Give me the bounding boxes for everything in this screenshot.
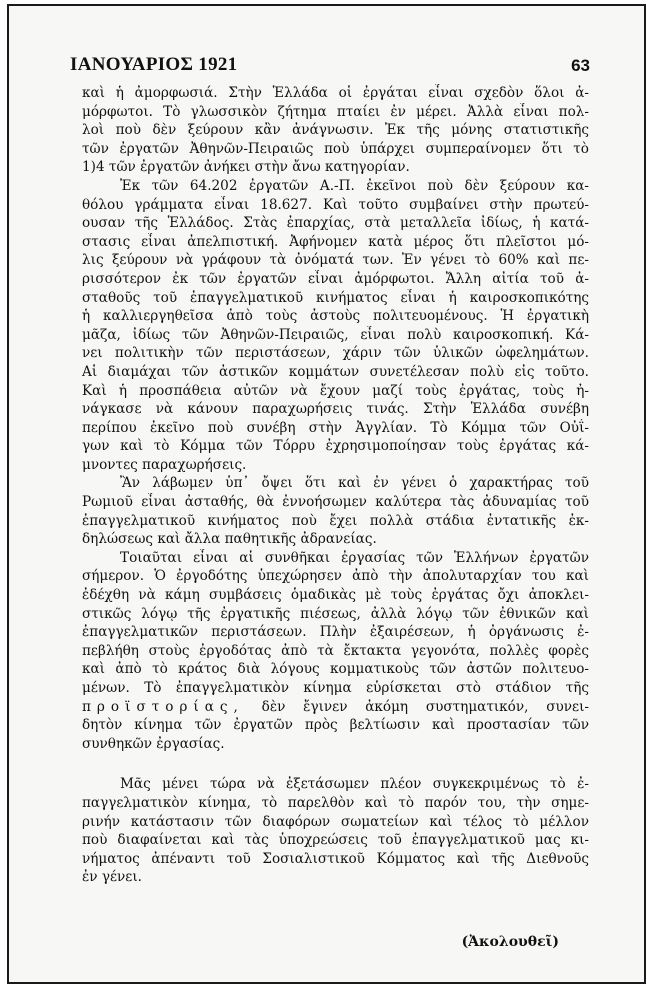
- paragraph-gap: [82, 753, 589, 775]
- text-line: θόλου γράμματα εἶναι 18.627. Καὶ τοῦτο συμβαίνει στὴν πρωτεύ-: [82, 196, 589, 213]
- text-line: νάγκασε νὰ κάνουν παραχωρήσεις τινάς. Στὴν Ἑλλάδα συνέβη: [82, 401, 589, 418]
- paragraph: [82, 177, 589, 475]
- text-line: 1)4 τῶν ἐργατῶν ἀνήκει στὴν ἄνω κατηγορίαν.: [82, 159, 410, 176]
- text-line: λις ξεύρουν νὰ γράφουν τὰ ὀνόματά των. Ἐν γένει τὸ 60% καὶ πε-: [82, 252, 589, 269]
- text-line: Ἐκ τῶν 64.202 ἐργατῶν Α.-Π. ἐκεῖνοι ποὺ δὲν ξεύρουν κα-: [120, 177, 589, 194]
- text-line: πεβλήθη στοὺς ἐργοδότας ἀπὸ τὰ ἔκτακτα γεγονότα, πολλὲς φορὲς: [82, 642, 589, 659]
- paragraph: [82, 775, 589, 887]
- text-line: ἐπαγγελματικοῦ κινήματος ποὺ ἔχει πολλὰ στάδια ἐντατικῆς ἐκ-: [82, 512, 589, 529]
- text-line: καὶ ἀπὸ τὸ κράτος διὰ λόγους κομματικοὺς τῶν ἀστῶν πολιτευο-: [82, 661, 589, 678]
- text-line: ἐν γένει.: [82, 869, 143, 886]
- text-line: μνοντες παραχωρήσεις.: [82, 456, 247, 473]
- text-line: ἐπαγγελματικῶν περιστάσεων. Πλὴν ἐξαιρέσεων, ἡ ὀργάνωσις ἐ-: [82, 624, 589, 641]
- text-line: μᾶζα, ἰδίως τῶν Ἀθηνῶν-Πειραιῶς, εἶναι πολὺ καιροσκοπική. Κά-: [82, 326, 589, 343]
- text-line: Μᾶς μένει τώρα νὰ ἐξετάσωμεν πλέον συγκεκριμένως τὸ ἐ-: [120, 776, 589, 793]
- text-line: δηλώσεως καὶ ἄλλα παθητικῆς ἀδρανείας.: [82, 531, 377, 548]
- paragraph: [82, 549, 589, 754]
- text-line: τῶν ἐργατῶν Ἀθηνῶν-Πειραιῶς ποὺ ὑπάρχει συμπεραίνομεν ὅτι τὸ: [82, 140, 589, 157]
- text-line: προϊστορίας, δὲν ἔγινεν ἀκόμη συστηματικόν, συνει-: [82, 698, 589, 715]
- text-line: λοὶ ποὺ δὲν ξεύρουν κἂν ἀνάγνωσιν. Ἐκ τῆς μόνης στατιστικῆς: [82, 122, 589, 139]
- text-line: ποὺ διαφαίνεται καὶ τὰς ὑποχρεώσεις τοῦ ἐπαγγελματικοῦ μας κι-: [82, 832, 589, 849]
- article-body: [82, 84, 589, 887]
- text-line: ἡ καλλιεργηθεῖσα ἀπὸ τοὺς ἀστοὺς πολιτευομένους. Ἡ ἐργατικὴ: [82, 308, 589, 325]
- text-line: περίπου ἐκεῖνο ποὺ συνέβη στὴν Ἀγγλίαν. Τὸ Κόμμα τῶν Οὐΐ-: [82, 419, 589, 436]
- text-line: συνθηκῶν ἐργασίας.: [82, 735, 225, 752]
- text-line: ουσαν τῆς Ἑλλάδος. Στὰς ἐπαρχίας, στὰ μεταλλεῖα ἰδίως, ἡ κατά-: [82, 215, 589, 232]
- text-line: μένων. Τὸ ἐπαγγελματικὸν κίνημα εὑρίσκεται στὸ στάδιον τῆς: [82, 680, 589, 696]
- continued-note: (Ἀκολουθεῖ): [461, 934, 559, 950]
- page-number: 63: [571, 56, 590, 75]
- text-line: Αἱ διαμάχαι τῶν ἀστικῶν κομμάτων συνετέλεσαν πολὺ εἰς τοῦτο.: [82, 363, 589, 380]
- text-line: στασις εἶναι ἀπελπιστική. Ἀφήνομεν κατὰ μέρος ὅτι πλεῖστοι μό-: [82, 233, 589, 250]
- text-line: Ἂν λάβωμεν ὑπ᾿ ὄψει ὅτι καὶ ἐν γένει ὁ χαρακτήρας τοῦ: [120, 475, 589, 492]
- text-line: γων καὶ τὸ Κόμμα τῶν Τόρρυ ἐχρησιμοποίησαν τοὺς ἐργάτας κά-: [82, 438, 589, 455]
- running-title: ΙΑΝΟΥΑΡΙΟΣ 1921: [70, 54, 238, 75]
- text-line: Τοιαῦται εἶναι αἱ συνθῆκαι ἐργασίας τῶν Ἑλλήνων ἐργατῶν: [120, 549, 589, 566]
- text-line: σήμερον. Ὁ ἐργοδότης ὑπεχώρησεν ἀπὸ τὴν ἀπολυταρχίαν του καὶ: [82, 568, 589, 585]
- emphasized-word: προϊστορίας,: [82, 698, 244, 715]
- text-line: δητὸν κίνημα τῶν ἐργατῶν πρὸς βελτίωσιν καὶ προστασίαν τῶν: [82, 717, 589, 734]
- text-line: ρινήν κατάστασιν τῶν διαφόρων σωματείων καὶ τέλος τὸ μέλλον: [82, 813, 589, 830]
- page-header: [70, 54, 590, 78]
- text-line: παγγελματικὸν κίνημα, τὸ παρελθὸν καὶ τὸ παρόν του, τὴν σημε-: [82, 794, 589, 811]
- text-line: νήματος ἀπέναντι τοῦ Σοσιαλιστικοῦ Κόμματος καὶ τῆς Διεθνοῦς: [82, 850, 589, 867]
- text-line: Ρωμιοῦ εἶναι ἀσταθής, θὰ ἐννοήσωμεν καλύτερα τὰς ἀδυναμίας τοῦ: [82, 494, 589, 511]
- text-line: νει πολιτικὴν τῶν περιστάσεων, χάριν τῶν ὑλικῶν ὠφελημάτων.: [82, 345, 589, 362]
- paragraph: [82, 474, 589, 548]
- text-line: σταθοῦς τοῦ ἐπαγγελματικοῦ κινήματος εἶναι ἡ καιροσκοπικότης: [82, 289, 589, 306]
- paragraph: [82, 84, 589, 177]
- text-line: ρισσότερον ἐκ τῶν ἐργατῶν εἶναι ἀμόρφωτοι. Ἄλλη αἰτία τοῦ ἀ-: [82, 270, 589, 287]
- text-line: ἐδέχθη νὰ κάμη συμβάσεις ὁμαδικὰς μὲ τοὺς ἐργάτας ὄχι ἀποκλει-: [82, 587, 589, 604]
- text-line: στικῶς λόγῳ τῆς ἐργατικῆς πιέσεως, ἀλλὰ λόγῳ τῶν ἐθνικῶν καὶ: [82, 605, 589, 622]
- text-line: καὶ ἡ ἀμορφωσιά. Στὴν Ἑλλάδα οἱ ἐργάται εἶναι σχεδὸν ὅλοι ἀ-: [82, 85, 589, 101]
- text-line: Καὶ ἡ προσπάθεια αὐτῶν νὰ ἔχουν μαζί τοὺς ἐργάτας, τοὺς ἠ-: [82, 382, 589, 399]
- text-line: μόρφωτοι. Τὸ γλωσσικὸν ζήτημα πταίει ἐν μέρει. Ἀλλὰ εἶναι πολ-: [82, 103, 589, 120]
